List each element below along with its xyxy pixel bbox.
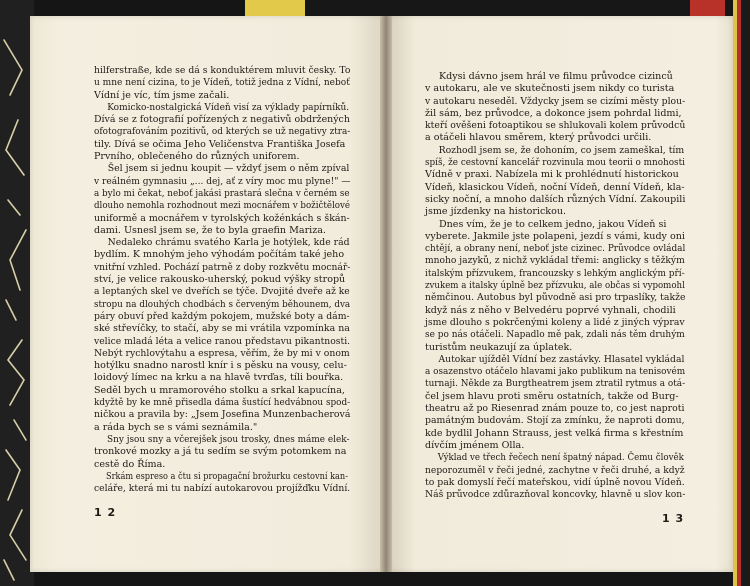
text-line: tily. Dívá se očima Jeho Veličenstva Františka Josefa [94,138,346,150]
text-line: turistům neukazují za úplatek. [425,341,573,353]
text-line: dami. Usnesl jsem se, že to byla graefin Mariza. [94,224,326,236]
text-line: spíš, že cestovní kancelář rozvinula mou teorii o mnohosti [425,157,685,169]
text-line: a osazenstvo otáčelo hlavami jako publikum na tenisovém [425,366,686,378]
text-line: ské střevíčky, to stačí, aby se mi vrátila vzpomínka na [94,323,350,335]
text-line: Šel jsem si jednu koupit — vždyť jsem o něm zpíval [107,163,350,175]
text-line: tronkové mozky a já tu sedím se svým potomkem na [94,446,347,458]
text-line: sicky noční, a mnoho dalších různých Vídní. Zakoupili [425,193,686,205]
text-line: vyberete. Jakmile jste polapeni, jezdí s vámi, kudy oni [425,230,685,242]
text-line: dívčím jménem Olla. [425,439,525,451]
text-line: chtějí, a obrany není, neboť jste cizinec. Průvodce ovládal [425,243,686,255]
text-line: Kdysi dávno jsem hrál ve filmu průvodce cizinců [439,71,673,82]
text-line: žil sám, bez průvodce, a dokonce jsem pohrdal lidmi, [425,107,682,119]
text-line: Rozhodl jsem se, že dohoním, co jsem zameškal, tím [438,144,685,156]
text-line: loidový límec na krku a na hlavě tvrďas, tíli bouřka. [94,372,344,384]
text-line: Vídeň, klasickou Vídeň, noční Vídeň, denní Vídeň, kla- [425,181,685,193]
text-line: kteří ověšeni fotoaptikou se shlukovali kolem průvodců [425,120,686,132]
text-line: kde bydlil Johann Strauss, jest velká firma s křestním [425,427,684,439]
right-page-number: 1 3 [662,512,685,525]
text-line: to pak domyslí řečí mateřskou, vidí úplně novou Vídeň. [425,476,685,488]
text-line: když nás z něho v Belvedéru poprvé vyhnali, chodili [425,304,676,316]
text-line: Náš průvodce zdůrazňoval koncovky, hlavně u slov kon- [425,489,686,501]
text-line: italským přízvukem, francouzsky s lehkým anglickým pří- [425,267,685,279]
text-line: jsme jízdenky na historickou. [425,206,567,218]
text-line: Výklad ve třech řečech není špatný nápad. Čemu člověk [437,452,684,464]
text-line: hilferstraße, kde se dá s konduktérem mluvit česky. To [94,65,351,76]
text-line: němčinou. Autobus byl původně asi pro trpaslíky, takže [425,292,686,304]
text-line: v reálném gymnasiu „... dej, ať z víry moc mu plyne!" — [94,175,351,187]
text-line: zvukem a italsky úplně bez přízvuku, ale občas si vypomohl [425,280,685,292]
text-line: Autokar ujížděl Vídní bez zastávky. Hlasatel vykládal [438,353,685,365]
text-line: památným budovám. Stojí za zmínku, že naproti domu, [425,415,685,427]
text-line: ství, je velice rakousko-uherský, pokud výšky stropů [94,274,346,286]
text-line: velice mladá léta a velice ranou představu pikantnosti. [94,335,351,347]
text-line: theatru až po Riesenrad znám pouze to, co jest naproti [425,403,685,415]
text-line: Nebýt rychlovýtahu a espresa, věřím, že by mi v onom [94,347,350,359]
text-line: hotýlku snadno narostl knír i s pěsku na vousy, celu- [94,360,347,372]
text-line: ničkou a pravila by: „Jsem Josefina Munzenbacherová [94,409,351,421]
cover-scribble-pattern [0,0,34,586]
text-line: turnaji. Někde za Burgtheatrem jsem ztratil rytmus a otá- [425,378,686,390]
text-line: Dnes vím, že je to celkem jedno, jakou Vídeň si [439,218,667,230]
right-page-text [425,71,685,501]
book-cover-left [0,0,34,586]
text-line: neporozuměl v řeči jedné, zachytne v řeči druhé, a když [425,464,685,476]
text-line: stropu na dlouhých chodbách s červeným běhounem, dva [94,298,351,310]
text-line: a leptaných skel ve dveřích se týče. Dvojité dveře až ke [94,286,350,298]
text-line: kdyžtě by ke mně přisedla dáma šustící hedvábnou spod- [94,397,351,409]
text-line: celáře, která mi tu nabízí autokarovou projížďku Vídní. [94,483,351,495]
text-line: v autokaru, ale ve skutečnosti jsem nikdy co turista [425,83,675,95]
text-line: a ráda bych se s vámi seznámila." [94,421,258,433]
text-line: v autokaru neseděl. Vždycky jsem se cizími městy plou- [425,95,686,107]
text-line: uniformě a mocnářem v tyrolských kožénkách s škán- [94,212,350,224]
book-gutter [380,16,392,572]
left-page-number: 1 2 [94,506,117,519]
text-line: páry obuví před každým pokojem, mužské boty a dám- [94,310,350,322]
text-line: Srkám espreso a čtu si propagační brožurku cestovní kan- [106,470,348,482]
text-line: čel jsem hlavu proti směru ostatních, takže od Burg- [425,390,679,402]
text-line: vnitřní vzhled. Pochází patrně z doby rozkvětu mocnář- [94,261,351,273]
text-line: Prvního, oblečeného do různých uniforem. [94,151,300,163]
text-line: Sny jsou sny a včerejšek jsou trosky, dnes máme elek- [107,433,350,445]
text-line: cestě do Říma. [94,458,166,470]
text-line: bydlím. K mnohým jeho výhodám počítám také jeho [94,249,345,261]
page-edge-dark [741,0,750,586]
text-line: Nedaleko chrámu svatého Karla je hotýlek, kde rád [107,237,350,249]
text-line: Vídně v praxi. Nabízela mi k prohlédnutí historickou [425,169,679,181]
left-page-text [94,65,350,495]
text-line: ofotografováním pozitivů, od kterých se už negativy ztra- [94,126,351,138]
text-line: dlouho nemohla rozhodnout mezi mocnářem v božičtělové [94,200,351,212]
text-line: a otáčeli hlavou směrem, který průvodci určili. [425,132,652,144]
text-line: Dívá se z fotografií pořízených z negativů obdržených [94,114,350,126]
text-line: Komicko-nostalgická Vídeň visí za výklady papírníků. [107,101,350,113]
text-line: u mne není cizina, to je Vídeň, totiž jedna z Vídní, neboť [94,77,350,89]
text-line: Seděl bych u mramorového stolku a srkal kapucína, [94,384,345,396]
text-line: se po nás otáčeli. Napadlo mě pak, zdali nás těm druhým [425,329,685,341]
text-line: Vídní je víc, tím jsme začali. [94,89,230,101]
text-line: mnoho jazyků, z nichž vykládal třemi: anglicky s těžkým [425,255,685,267]
text-line: jsme dlouho s pokrčenými koleny a lidé z jiných výprav [425,316,685,328]
text-line: a bylo mi čekat, neboť jakási prastará slečna v černém se [94,187,350,199]
